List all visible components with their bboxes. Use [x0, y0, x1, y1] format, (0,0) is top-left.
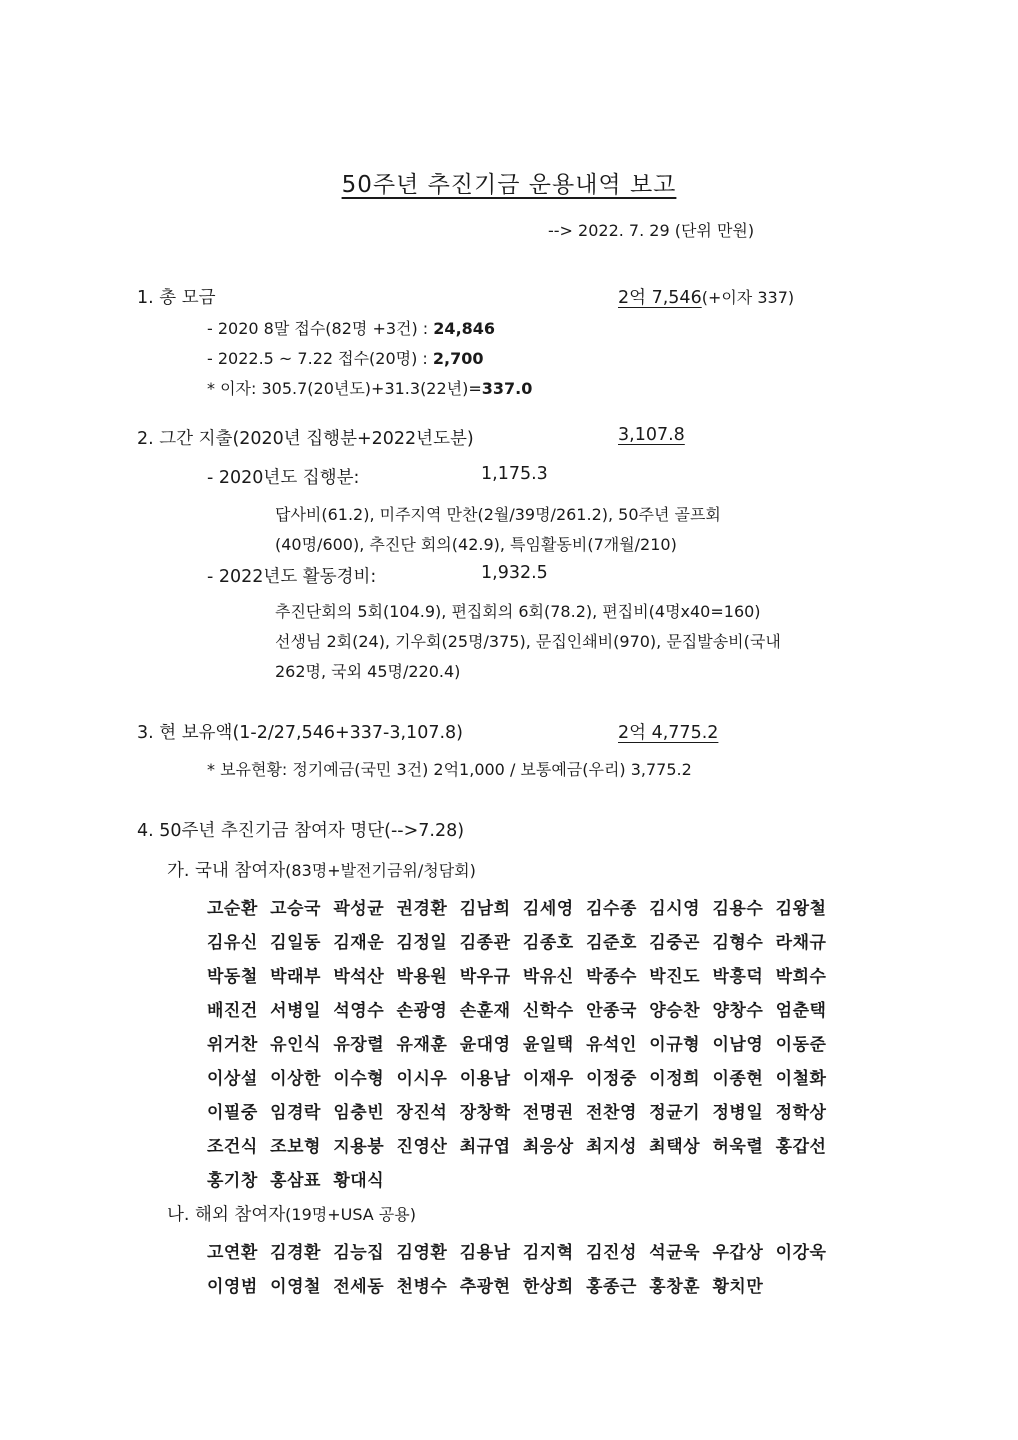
section-1-line: - 2020 8말 접수(82명 +3건) : 24,846: [207, 319, 496, 338]
section-4-heading: 4. 50주년 추진기금 참여자 명단(-->7.28): [137, 821, 465, 841]
section-2-total: 3,107.8: [618, 425, 685, 445]
domestic-names-row: 고순환 고승국 곽성균 권경환 김남희 김세영 김수종 김시영 김용수 김왕철: [207, 899, 827, 919]
overseas-names-row: 이영범 이영철 전세동 천병수 추광현 한상희 홍종근 홍창훈 황치만: [207, 1277, 764, 1297]
sub-2022-detail: 선생님 2회(24), 기우회(25명/375), 문집인쇄비(970), 문집발송비(국내: [275, 632, 781, 651]
domestic-names-row: 홍기창 홍삼표 황대식: [207, 1171, 385, 1191]
sub-2020-detail: (40명/600), 추진단 회의(42.9), 특임활동비(7개월/210): [275, 535, 677, 554]
sub-2020-detail: 답사비(61.2), 미주지역 만찬(2월/39명/261.2), 50주년 골프회: [275, 505, 721, 524]
sub-2022-label: - 2022년도 활동경비:: [207, 567, 377, 587]
domestic-names-row: 조건식 조보형 지용붕 진영산 최규엽 최응상 최지성 최택상 허욱렬 홍갑선: [207, 1137, 827, 1157]
report-date: --> 2022. 7. 29 (단위 만원): [548, 221, 755, 240]
section-1-heading: 1. 총 모금: [137, 288, 216, 308]
domestic-names-row: 김유신 김일동 김재운 김정일 김종관 김종호 김준호 김중곤 김형수 라채규: [207, 933, 827, 953]
domestic-names-row: 박동철 박래부 박석산 박용원 박우규 박유신 박종수 박진도 박흥덕 박희수: [207, 967, 827, 987]
page-title: 50주년 추진기금 운용내역 보고: [341, 172, 677, 198]
overseas-heading: 나. 해외 참여자(19명+USA 공용): [167, 1205, 416, 1225]
holdings-note: * 보유현황: 정기예금(국민 3건) 2억1,000 / 보통예금(우리) 3,775.2: [207, 760, 692, 779]
sub-2022-detail: 추진단회의 5회(104.9), 편집회의 6회(78.2), 편집비(4명x40=160): [275, 602, 761, 621]
section-1-line: * 이자: 305.7(20년도)+31.3(22년)=337.0: [207, 379, 533, 398]
section-2-heading: 2. 그간 지출(2020년 집행분+2022년도분): [137, 429, 474, 449]
section-3-heading: 3. 현 보유액(1-2/27,546+337-3,107.8): [137, 723, 463, 743]
overseas-names-row: 고연환 김경환 김능집 김영환 김용남 김지혁 김진성 석균욱 우갑상 이강욱: [207, 1243, 827, 1263]
section-1-line: - 2022.5 ~ 7.22 접수(20명) : 2,700: [207, 349, 484, 368]
domestic-names-row: 위거찬 유인식 유장렬 유재훈 윤대영 윤일택 유석인 이규형 이남영 이동준: [207, 1035, 827, 1055]
section-1-total: 2억 7,546(+이자 337): [618, 288, 795, 308]
section-3-total: 2억 4,775.2: [618, 723, 719, 743]
domestic-names-row: 배진건 서병일 석영수 손광영 손훈재 신학수 안종국 양승찬 양창수 엄춘택: [207, 1001, 827, 1021]
sub-2022-value: 1,932.5: [481, 563, 548, 583]
domestic-names-row: 이상설 이상한 이수형 이시우 이용남 이재우 이정중 이정희 이종현 이철화: [207, 1069, 827, 1089]
sub-2022-detail: 262명, 국외 45명/220.4): [275, 662, 461, 681]
sub-2020-label: - 2020년도 집행분:: [207, 468, 360, 488]
sub-2020-value: 1,175.3: [481, 464, 548, 484]
domestic-heading: 가. 국내 참여자(83명+발전기금위/청담회): [167, 861, 476, 881]
domestic-names-row: 이필중 임경락 임충빈 장진석 장창학 전명권 전찬영 정균기 정병일 정학상: [207, 1103, 827, 1123]
